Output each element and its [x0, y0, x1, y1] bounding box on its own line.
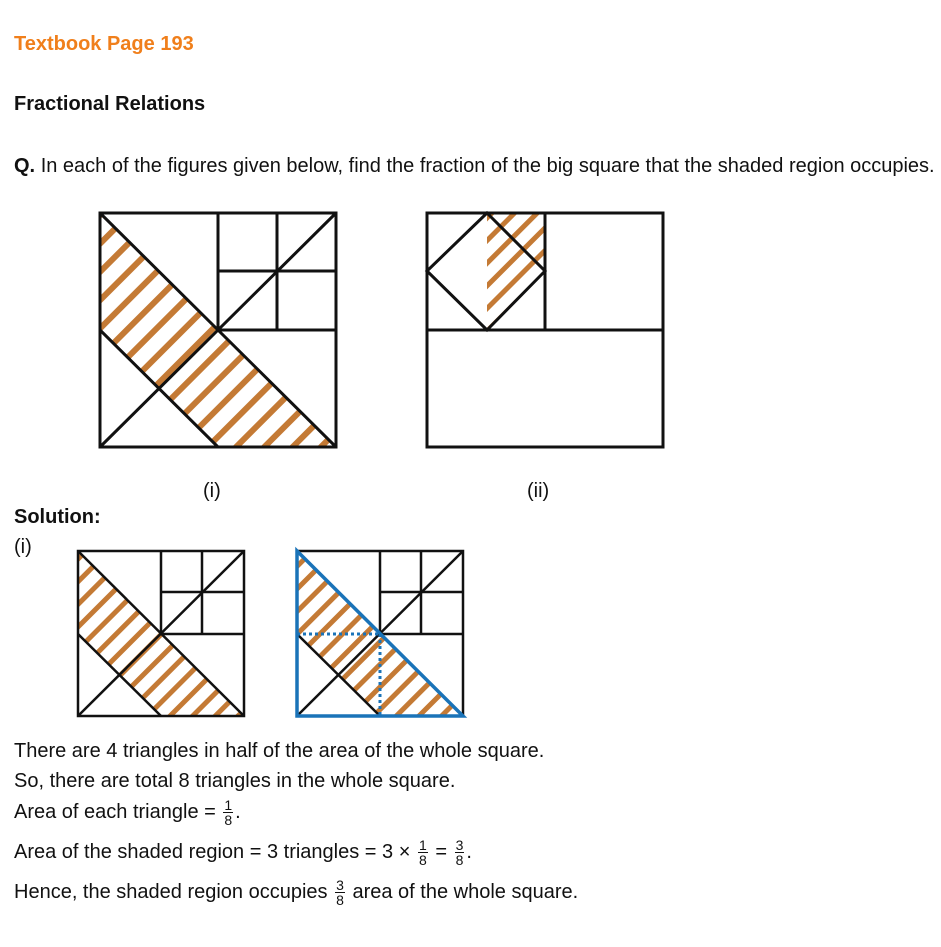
figure-i-drawing	[100, 213, 336, 447]
page-label: Textbook Page 193	[14, 33, 194, 55]
figure-ii-drawing	[427, 213, 663, 447]
fraction-one-eighth: $\frac{1}{8}$	[418, 837, 427, 868]
question-prefix: Q.	[14, 155, 36, 177]
fraction-three-eighths: $\frac{3}{8}$	[455, 837, 464, 868]
figure-ii-shaded-region	[487, 213, 545, 330]
fraction-one-eighth: $\frac{1}{8}$	[224, 797, 233, 828]
solution-part-label: (i)	[14, 536, 32, 558]
solution-line-2: So, there are total 8 triangles in the whole square.	[14, 770, 456, 792]
solution-line-3: Area of each triangle = $\frac{1}{8}$ .	[14, 797, 241, 828]
solution-label: Solution:	[14, 506, 101, 528]
caption-i: (i)	[203, 480, 221, 502]
question-text: In each of the figures given below, find the fraction of the big square that the shaded region occupies.	[40, 155, 935, 177]
solution-line-1: There are 4 triangles in half of the area of the whole square.	[14, 740, 545, 762]
solution-figure-a	[78, 551, 244, 716]
line5-suffix: area of the whole square.	[352, 880, 579, 903]
topic-title: Fractional Relations	[14, 93, 206, 115]
solution-line-5	[14, 878, 578, 907]
line4-prefix: Area of the shaded region = 3 triangles = 3 ×	[14, 840, 411, 863]
fraction-three-eighths: $\frac{3}{8}$	[336, 877, 344, 908]
line3-prefix: Area of each triangle =	[14, 800, 216, 823]
caption-ii: (ii)	[527, 480, 550, 502]
line5-prefix: Hence, the shaded region occupies	[14, 880, 328, 903]
solution-line-4: Area of the shaded region = 3 triangles = 3 × $\frac{1}{8}$ = $\frac{3}{8}$ .	[14, 837, 472, 868]
solution-figure-b	[297, 551, 463, 716]
